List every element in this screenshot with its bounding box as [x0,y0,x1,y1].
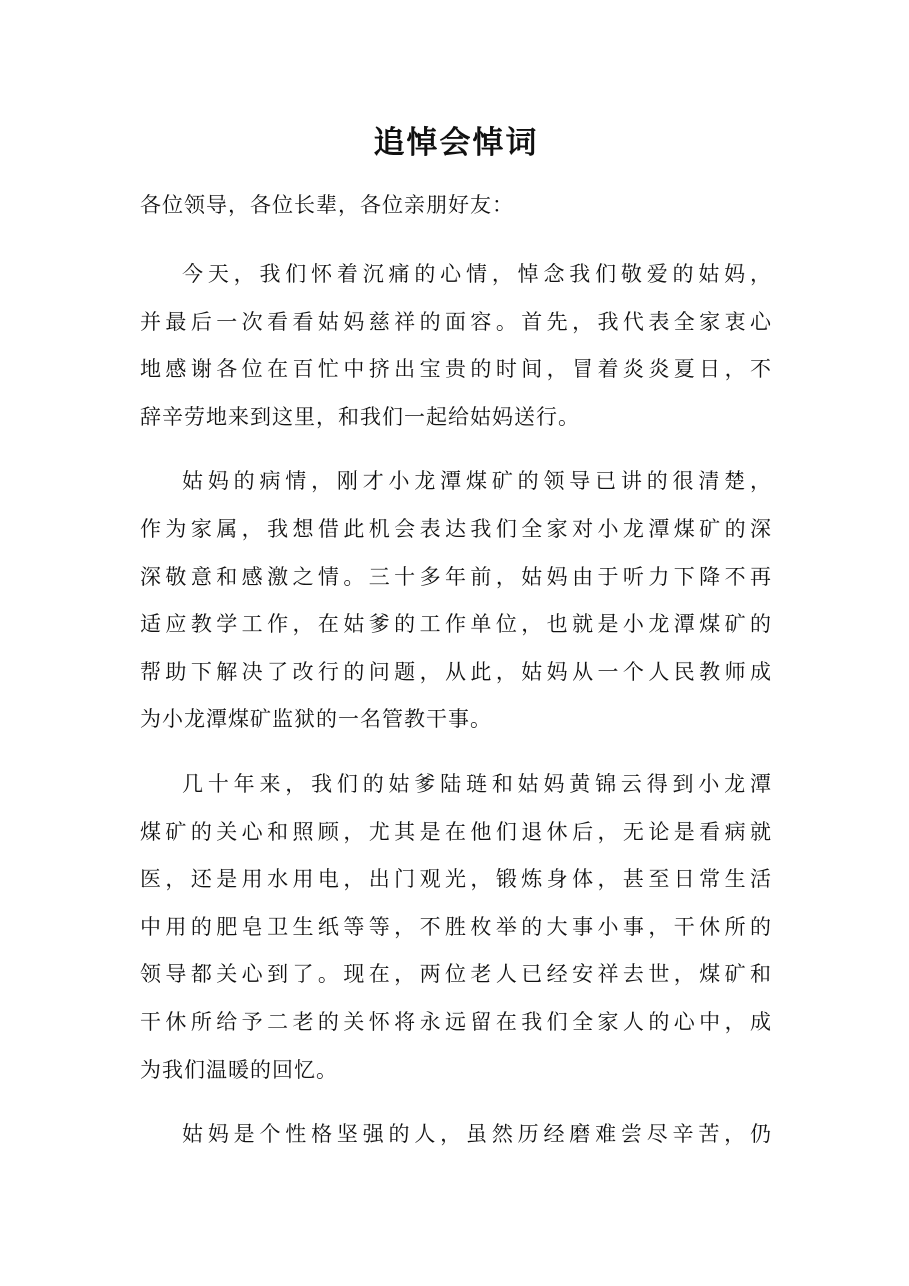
paragraph-line: 煤矿的关心和照顾，尤其是在他们退休后，无论是看病就 [140,819,772,844]
paragraph-line: 为我们温暖的回忆。 [140,1057,338,1082]
paragraph-3 [140,761,772,1094]
paragraph-line: 几十年来，我们的姑爹陆琏和姑妈黄锦云得到小龙潭 [182,771,772,796]
paragraph-line: 干休所给予二老的关怀将永远留在我们全家人的心中，成 [140,1009,772,1034]
paragraph-line: 作为家属，我想借此机会表达我们全家对小龙潭煤矿的深 [140,516,772,541]
paragraph-line: 辞辛劳地来到这里，和我们一起给姑妈送行。 [140,404,580,429]
paragraph-4 [140,1111,772,1159]
paragraph-line: 并最后一次看看姑妈慈祥的面容。首先，我代表全家衷心 [140,309,772,334]
paragraph-line: 医，还是用水用电，出门观光，锻炼身体，甚至日常生活 [140,867,772,892]
paragraph-line: 今天，我们怀着沉痛的心情，悼念我们敬爱的姑妈， [182,262,772,286]
paragraph-1 [140,251,772,441]
paragraph-line: 深敬意和感激之情。三十多年前，姑妈由于听力下降不再 [140,564,772,589]
document-title: 追悼会悼词 [373,125,539,161]
paragraph-line: 中用的肥皂卫生纸等等，不胜枚举的大事小事，干休所的 [140,914,772,939]
paragraph-line: 适应教学工作，在姑爹的工作单位，也就是小龙潭煤矿的 [140,612,772,637]
paragraph-line: 姑妈是个性格坚强的人，虽然历经磨难尝尽辛苦，仍 [182,1122,772,1147]
paragraph-line: 领导都关心到了。现在，两位老人已经安祥去世，煤矿和 [140,962,772,987]
paragraph-2 [140,458,772,744]
paragraph-line: 为小龙潭煤矿监狱的一名管教干事。 [140,707,492,732]
paragraph-line: 地感谢各位在百忙中挤出宝贵的时间，冒着炎炎夏日，不 [140,357,772,382]
salutation: 各位领导，各位长辈，各位亲朋好友： [140,193,514,217]
document-page [140,118,772,1176]
paragraph-line: 姑妈的病情，刚才小龙潭煤矿的领导已讲的很清楚， [182,469,772,494]
paragraph-line: 帮助下解决了改行的问题，从此，姑妈从一个人民教师成 [140,659,772,684]
